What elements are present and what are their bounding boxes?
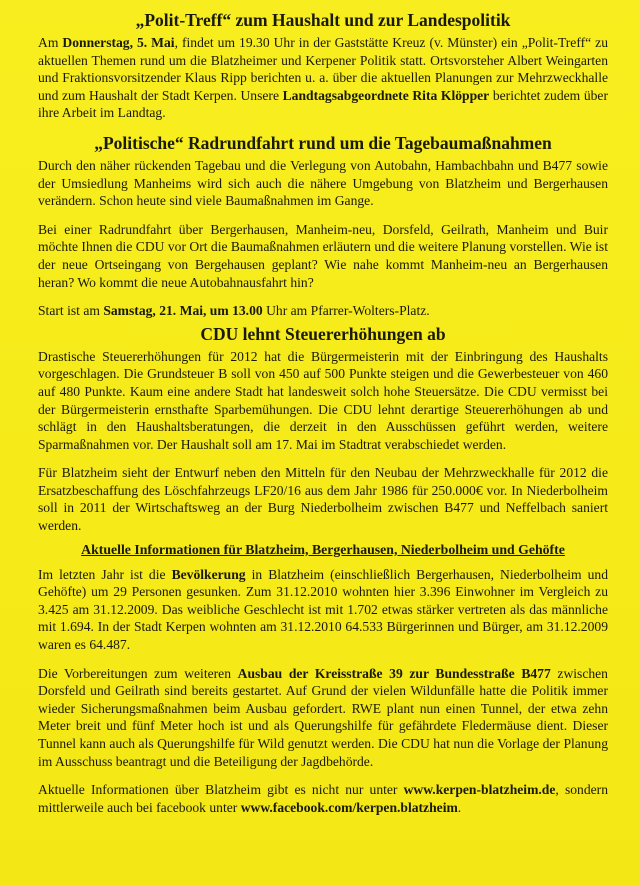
section-title-aktuelle-informationen: Aktuelle Informationen für Blatzheim, Bergerhausen, Niederbolheim und Gehöfte [81,541,565,557]
section-title-radrundfahrt: „Politische“ Radrundfahrt rund um die Tagebaumaßnahmen [94,132,552,153]
text-run: berichtet zudem über ihre Arbeit im Landtag. [38,87,608,121]
text-run: in Blatzheim (einschließlich Bergerhausen, Niederbolheim und Gehöfte) um 29 Personen gesunken. Zum 31.12.2010 wohnten hier 3.396 Einwohner im Vergleich zu 3.425 am 31.12.2009. Das weibliche Geschlecht ist mit 1.702 etwas stärker vertreten als das männliche mit 1.694. In der Stadt Kerpen wohnten am 31.12.2010 64.533 Bürgerinnen und Bürger, am 31.12.2009 waren es 64.487. [38,566,609,653]
date-highlight: Donnerstag, 5. Mai [62,35,175,50]
section-title-polit-treff: „Polit-Treff“ zum Haushalt und zur Landespolitik [135,10,511,30]
date-highlight: Samstag, 21. Mai, um 13.00 [103,303,263,319]
kreisstrasse-paragraph [38,665,608,771]
person-highlight: Landtagsabgeordnete Rita Klöpper [282,87,490,103]
text-run: zwischen Dorsfeld und Geilrath sind bereits gestartet. Auf Grund der vielen Wildunfälle hatte die Politik immer wieder Sicherungsmaßnahmen beim Ausbau gefordert. RWE plant nun einen Tunnel, der etwa zehn Meter breit und fünf Meter hoch ist und als Querungshilfe für gefährdete Fledermäuse dient. Dieser Tunnel kann auch als Querungshilfe für Wild genutzt werden. Die CDU hat nun die Vorlage der Planung im Ausschuss beantragt und die Beteiligung der Jagdbehörde. [38,665,608,769]
text-run: , sondern mittlerweile auch bei facebook unter [38,782,608,815]
radrundfahrt-paragraph-2: Bei einer Radrundfahrt über Bergerhausen, Manheim-neu, Dorsfeld, Geilrath, Manheim und Buir möchte Ihnen die CDU vor Ort die Baumaßnahmen erläutern und die weitere Planung vorstellen. Wie ist der neue Ortseingang von Bergehausen geplant? Wie nahe kommt Manheim-neu an Bergerhausen heran? Wo kommt die neue Autobahnausfahrt hin? [38,221,608,290]
radrundfahrt-paragraph-3 [38,302,608,320]
text-run: Die Vorbereitungen zum weiteren [38,665,238,681]
text-run: Aktuelle Informationen über Blatzheim gibt es nicht nur unter [38,782,404,798]
text-run: Am [38,35,63,50]
topic-highlight: Ausbau der Kreisstraße 39 zur Bundesstraße B477 [237,665,551,681]
text-run: , findet um 19.30 Uhr in der Gaststätte Kreuz (v. Münster) ein „Polit-Treff“ zu aktuellen Themen rund um die Blatzheimer und Kerpener Politik statt. Ortsvorsteher Albert Weingarten und Fraktionsvorsitzender Klaus Ripp berichten u. a. über die aktuellen Planungen zur Mehrzweckhalle und zum Haushalt der Stadt Kerpen. Unsere [38,35,609,103]
radrundfahrt-paragraph-1: Durch den näher rückenden Tagebau und die Verlegung von Autobahn, Hambachbahn und B477 sowie der Umsiedlung Manheims wird sich auch die nähere Umgebung von Blatzheim und Bergerhausen verändern. Schon heute sind viele Baumaßnahmen im Gange. [38,157,608,209]
text-run: Uhr am Pfarrer-Wolters-Platz. [262,303,430,319]
polit-treff-paragraph [38,34,608,122]
steuer-paragraph-1: Drastische Steuererhöhungen für 2012 hat die Bürgermeisterin mit der Einbringung des Haushalts vorgeschlagen. Die Grundsteuer B soll von 450 auf 500 Punkte steigen und die Gewerbesteuer von 460 auf 480 Punkte. Kaum eine andere Stadt hat landesweit solch hohe Steuersätze. Die CDU vermisst bei der Bürgermeisterin ernsthafte Sparbemühungen. Die CDU lehnt derartige Steuererhöhungen ab und schlägt in den Haushaltsberatungen, die derzeit in den Ausschüssen geführt werden, weitere Sparmaßnahmen vor. Der Haushalt soll am 17. Mai im Stadtrat verabschiedet werden. [38,348,608,452]
section-title-steuererhoehungen: CDU lehnt Steuererhöhungen ab [200,323,446,344]
steuer-paragraph-2: Für Blatzheim sieht der Entwurf neben den Mitteln für den Neubau der Mehrzweckhalle für 2012 die Ersatzbeschaffung des Löschfahrzeugs LF20/16 aus dem Jahr 1986 für 250.000€ vor. In Niederbolheim soll in 2011 der Wirtschaftsweg an der Burg Niederbolheim zwischen B477 und Neffelbach saniert werden. [38,465,608,534]
facebook-link[interactable]: www.facebook.com/kerpen.blatzheim [240,799,458,815]
text-run: . [457,799,462,815]
bevoelkerung-paragraph [38,566,608,654]
text-run: Start ist am [38,303,104,319]
online-info-paragraph [38,781,608,816]
topic-highlight: Bevölkerung [171,566,246,582]
website-link[interactable]: www.kerpen-blatzheim.de [403,782,556,798]
text-run: Im letzten Jahr ist die [38,566,172,582]
